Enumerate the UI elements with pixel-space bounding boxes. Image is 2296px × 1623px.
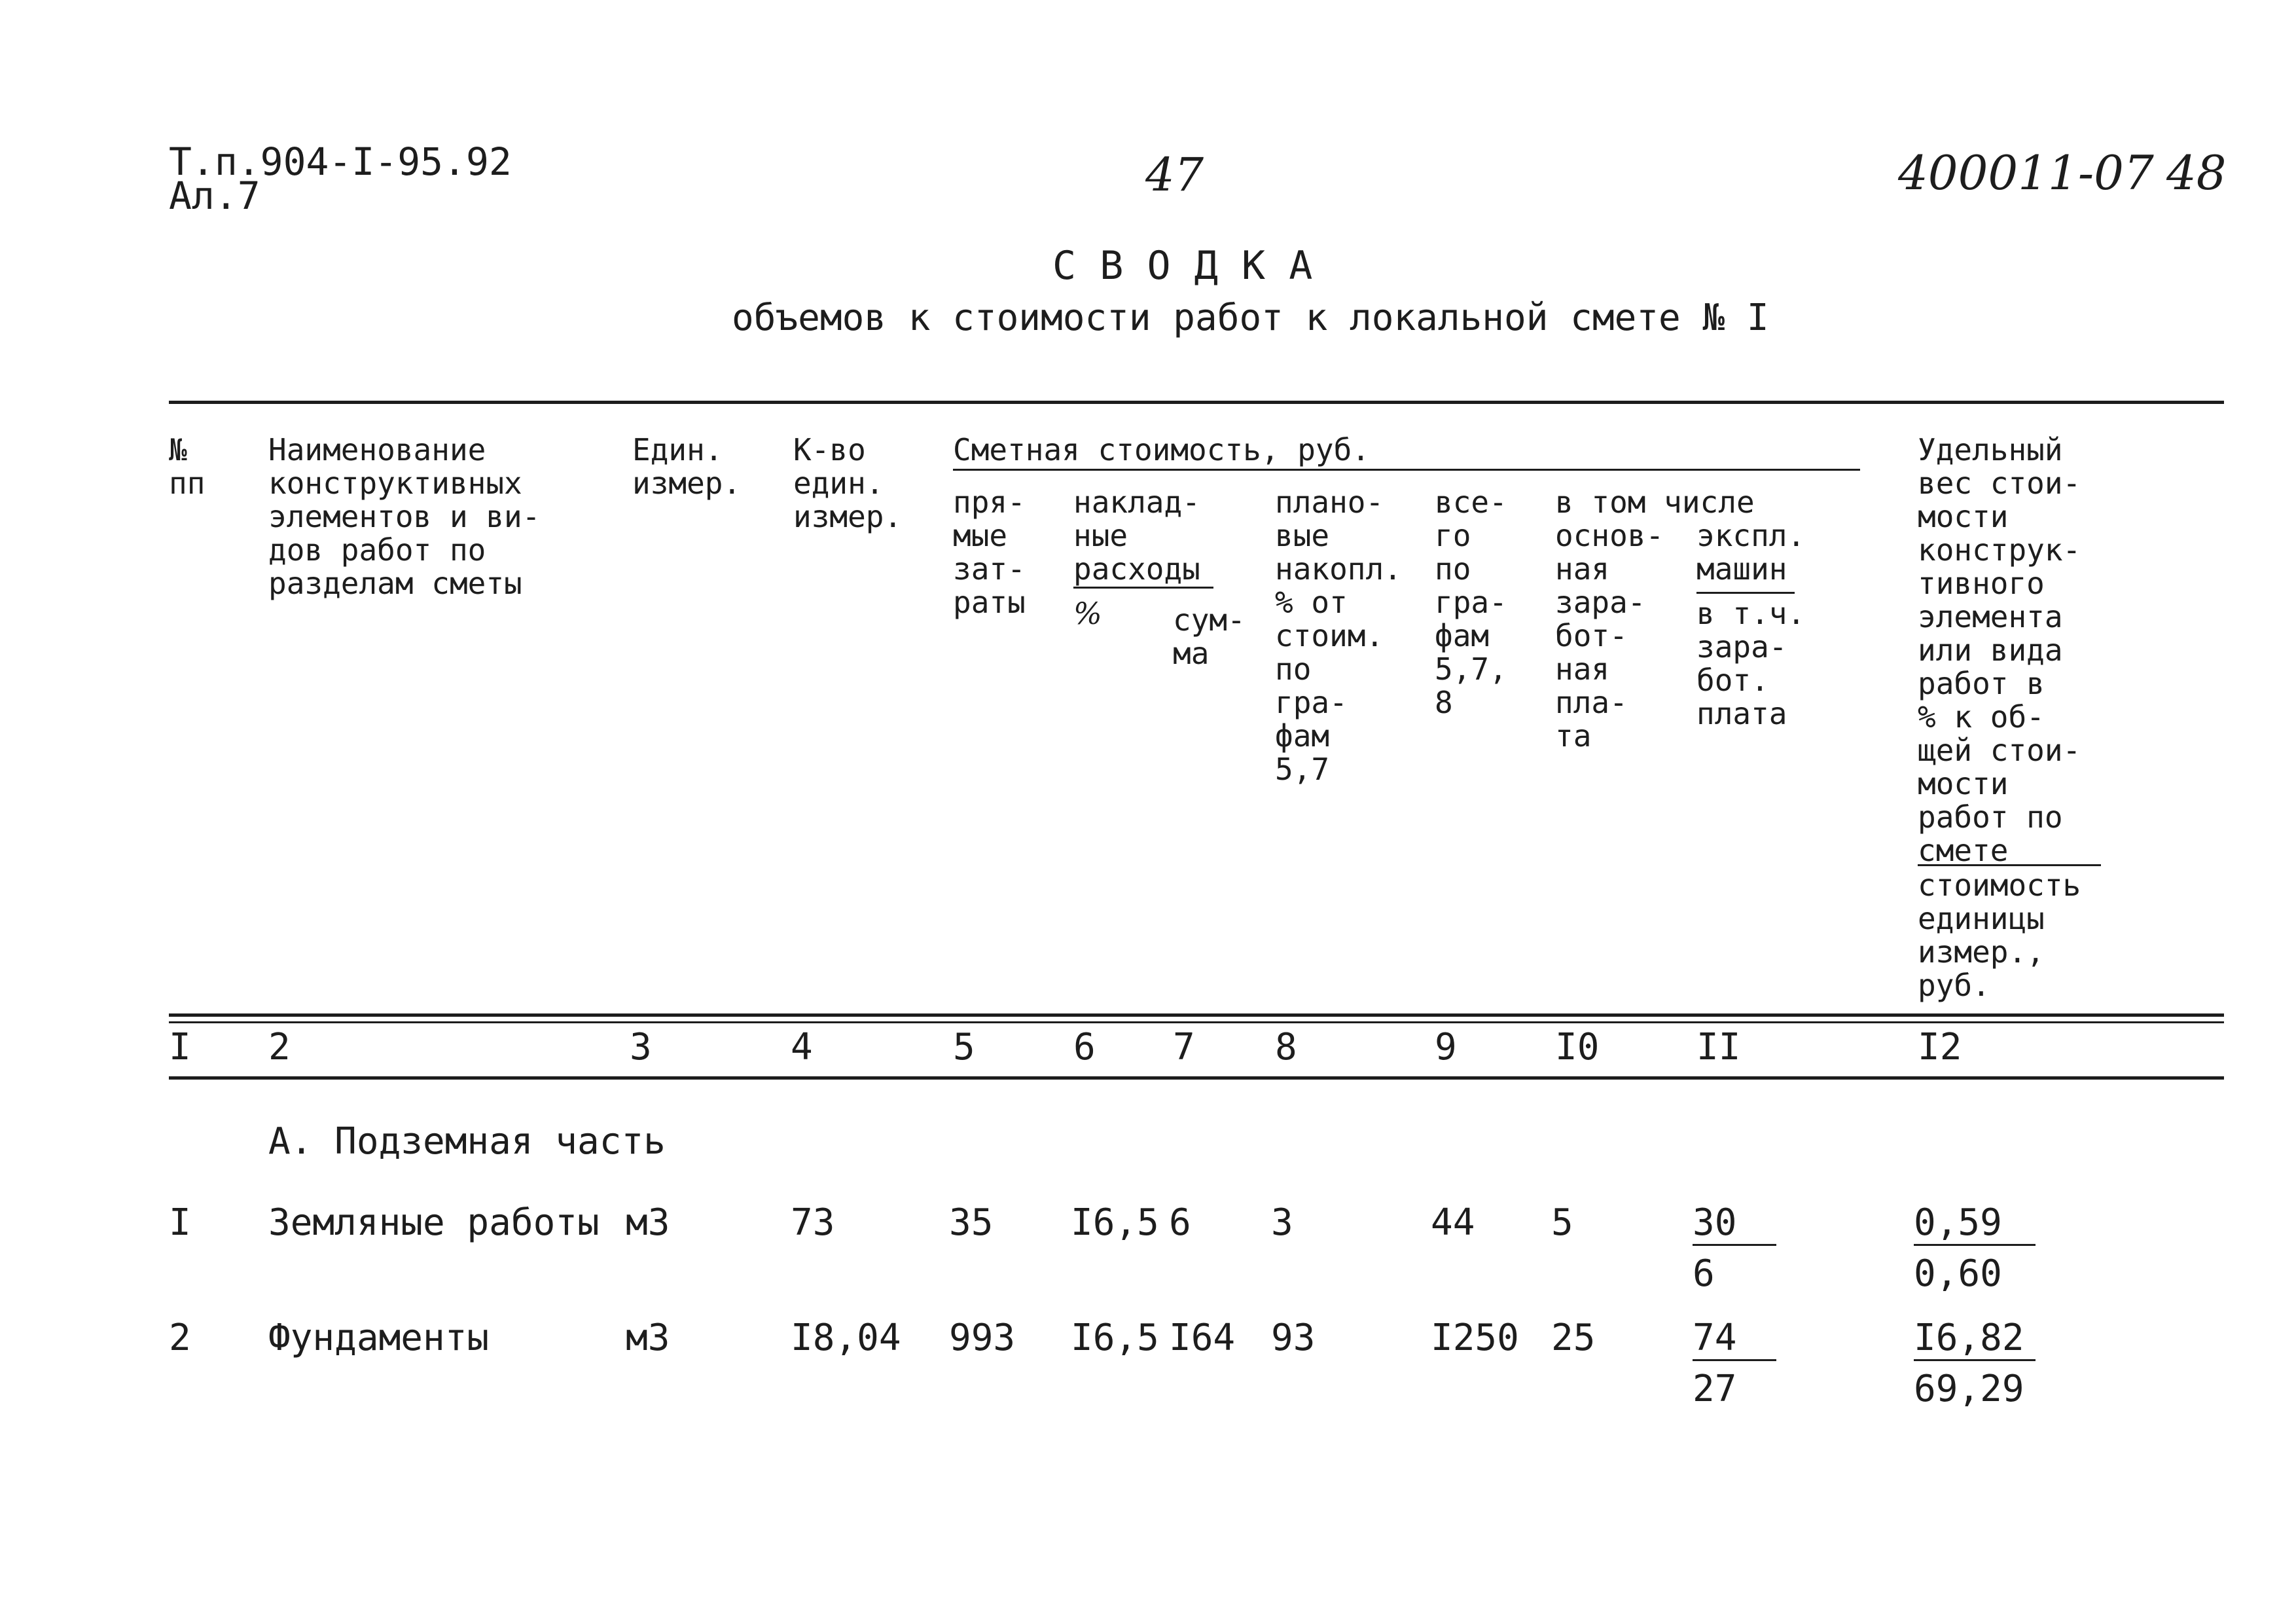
header-bottom-rule	[169, 1013, 2224, 1017]
row-unit: м3	[626, 1317, 670, 1359]
column-number: II	[1696, 1026, 1741, 1068]
column-number: I	[169, 1026, 191, 1068]
column-number: 8	[1275, 1026, 1297, 1068]
row-overhead-sum: I64	[1169, 1317, 1236, 1359]
col-header-number: № пп	[169, 432, 206, 501]
col-header-overhead-sum: сум- ма	[1173, 602, 1246, 671]
sheet-number: 48	[2166, 145, 2227, 200]
row-total: I250	[1431, 1317, 1519, 1359]
col-header-including: в том числе	[1555, 484, 1755, 520]
row-unit-cost: 0,60	[1914, 1252, 2002, 1295]
col-header-base-wages: основ- ная зара- бот- ная пла- та	[1555, 518, 1664, 754]
document-code: 400011-07	[1898, 145, 2154, 200]
row-machines-divider	[1693, 1244, 1776, 1246]
row-share: I6,82	[1914, 1317, 2024, 1359]
col-header-direct-costs: пря- мые зат- раты	[953, 484, 1026, 620]
col-header-machine-operation: экспл. машин	[1696, 518, 1806, 587]
row-number: I	[169, 1201, 191, 1244]
row-machines: 30	[1693, 1201, 1737, 1244]
col-header-machine-wages: в т.ч. зара- бот. плата	[1696, 596, 1806, 731]
section-heading: А. Подземная часть	[268, 1120, 666, 1163]
row-machines: 74	[1693, 1317, 1737, 1359]
row-name: Фундаменты	[268, 1317, 490, 1359]
page-title: С В О Д К А	[1052, 243, 1313, 289]
column-number: 6	[1073, 1026, 1096, 1068]
col-header-quantity: К-во един. измер.	[793, 432, 903, 534]
column-number: 5	[953, 1026, 975, 1068]
row-base-wages: 25	[1551, 1317, 1596, 1359]
row-planned-savings: 3	[1271, 1201, 1293, 1244]
row-direct-costs: 993	[949, 1317, 1016, 1359]
col-header-name: Наименование конструктивных элементов и ви- дов работ по разделам сметы	[268, 432, 541, 601]
share-divider	[1918, 864, 2101, 866]
row-share: 0,59	[1914, 1201, 2002, 1244]
row-machine-wages: 6	[1693, 1252, 1715, 1295]
row-overhead-percent: I6,5	[1071, 1317, 1159, 1359]
row-machines-divider	[1693, 1359, 1776, 1361]
column-number: 2	[268, 1026, 291, 1068]
row-name: Земляные работы	[268, 1201, 600, 1244]
col-header-unit-cost: стоимость единицы измер., руб.	[1918, 867, 2081, 1003]
row-base-wages: 5	[1551, 1201, 1573, 1244]
col-header-unit: Един. измер.	[632, 432, 742, 501]
col-header-overhead-percent: %	[1073, 596, 1102, 631]
group-header-underline	[953, 469, 1860, 471]
page-number: 47	[1145, 148, 1204, 202]
row-overhead-sum: 6	[1169, 1201, 1191, 1244]
column-number: I2	[1918, 1026, 1962, 1068]
row-planned-savings: 93	[1271, 1317, 1316, 1359]
row-quantity: I8,04	[791, 1317, 901, 1359]
column-number: 9	[1435, 1026, 1457, 1068]
column-number: 7	[1173, 1026, 1195, 1068]
row-number: 2	[169, 1317, 191, 1359]
row-share-divider	[1914, 1244, 2036, 1246]
col-header-group-estimated-cost: Сметная стоимость, руб.	[953, 432, 1370, 467]
col-header-share: Удельный вес стои- мости конструк- тивного элемента или вида работ в % к об- щей стои- мости работ по смете	[1918, 432, 2081, 868]
album-number: Ал.7	[169, 173, 260, 218]
column-number: 3	[630, 1026, 652, 1068]
table-top-rule	[169, 401, 2224, 404]
row-total: 44	[1431, 1201, 1475, 1244]
col-header-total: все- го по гра- фам 5,7, 8	[1435, 484, 1507, 720]
row-direct-costs: 35	[949, 1201, 994, 1244]
column-number: 4	[791, 1026, 813, 1068]
col-header-planned-savings: плано- вые накопл. % от стоим. по гра- фам 5,7	[1275, 484, 1402, 787]
row-machine-wages: 27	[1693, 1368, 1737, 1410]
row-overhead-percent: I6,5	[1071, 1201, 1159, 1244]
col-header-overhead: наклад- ные расходы	[1073, 484, 1200, 587]
overhead-underline	[1073, 587, 1213, 589]
machines-divider	[1696, 592, 1795, 594]
row-unit-cost: 69,29	[1914, 1368, 2024, 1410]
row-share-divider	[1914, 1359, 2036, 1361]
column-numbers-bottom-rule	[169, 1076, 2224, 1080]
doc-reference: Т.п.904-I-95.92	[169, 139, 512, 184]
row-unit: м3	[626, 1201, 670, 1244]
page-subtitle: объемов к стоимости работ к локальной смете № I	[732, 297, 1769, 339]
column-number: I0	[1555, 1026, 1600, 1068]
header-bottom-rule-second	[169, 1021, 2224, 1023]
row-quantity: 73	[791, 1201, 835, 1244]
